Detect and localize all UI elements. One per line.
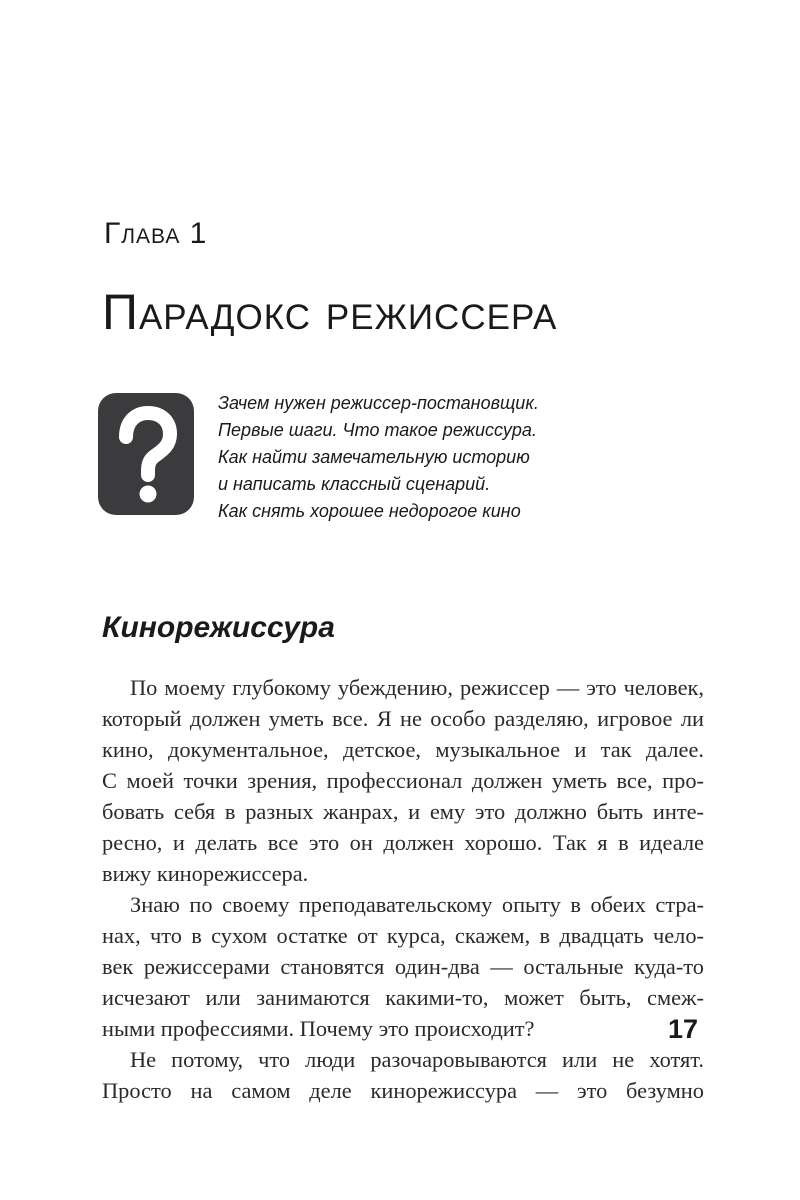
text-line: исчезают или занимаются какими-то, может быть, смеж- [102,985,704,1010]
text-line: ресно, и делать все это он должен хорошо. Так я в идеале [102,830,704,855]
text-line: кино, документальное, детское, музыкальное и так далее. [102,737,704,762]
page-number: 17 [667,1014,698,1044]
text-line: век режиссерами становятся один-два — остальные куда-то [102,954,704,979]
summary-line: и написать классный сценарий. [218,474,491,494]
text-line: бовать себя в разных жанрах, и ему это должно быть инте- [102,799,704,824]
body-text [102,672,704,1106]
text-line: Не потому, что люди разочаровываются или не хотят. [130,1047,704,1072]
summary-line: Как найти замечательную историю [218,447,530,467]
question-mark-icon [98,393,194,515]
text-line: С моей точки зрения, профессионал должен уметь все, про- [102,768,704,793]
summary-line: Как снять хорошее недорогое кино [218,501,521,521]
text-line: ными профессиями. Почему это происходит? [102,1016,535,1041]
section-heading: Кинорежиссура [102,611,335,644]
chapter-label: Глава 1 [104,217,208,250]
text-line: вижу кинорежиссера. [102,861,309,886]
text-line: Просто на самом деле кинорежиссура — это безумно [102,1078,704,1103]
summary-line: Первые шаги. Что такое режиссура. [218,420,537,440]
text-line: По моему глубокому убеждению, режиссер — это человек, [130,675,704,700]
summary-line: Зачем нужен режиссер-постановщик. [218,393,539,413]
chapter-summary [218,390,718,525]
chapter-title: Парадокс режиссера [102,284,558,340]
text-line: нах, что в сухом остатке от курса, скажем, в двадцать чело- [102,923,704,948]
text-line: Знаю по своему преподавательскому опыту в обеих стра- [130,892,704,917]
text-line: который должен уметь все. Я не особо разделяю, игровое ли [102,706,704,731]
